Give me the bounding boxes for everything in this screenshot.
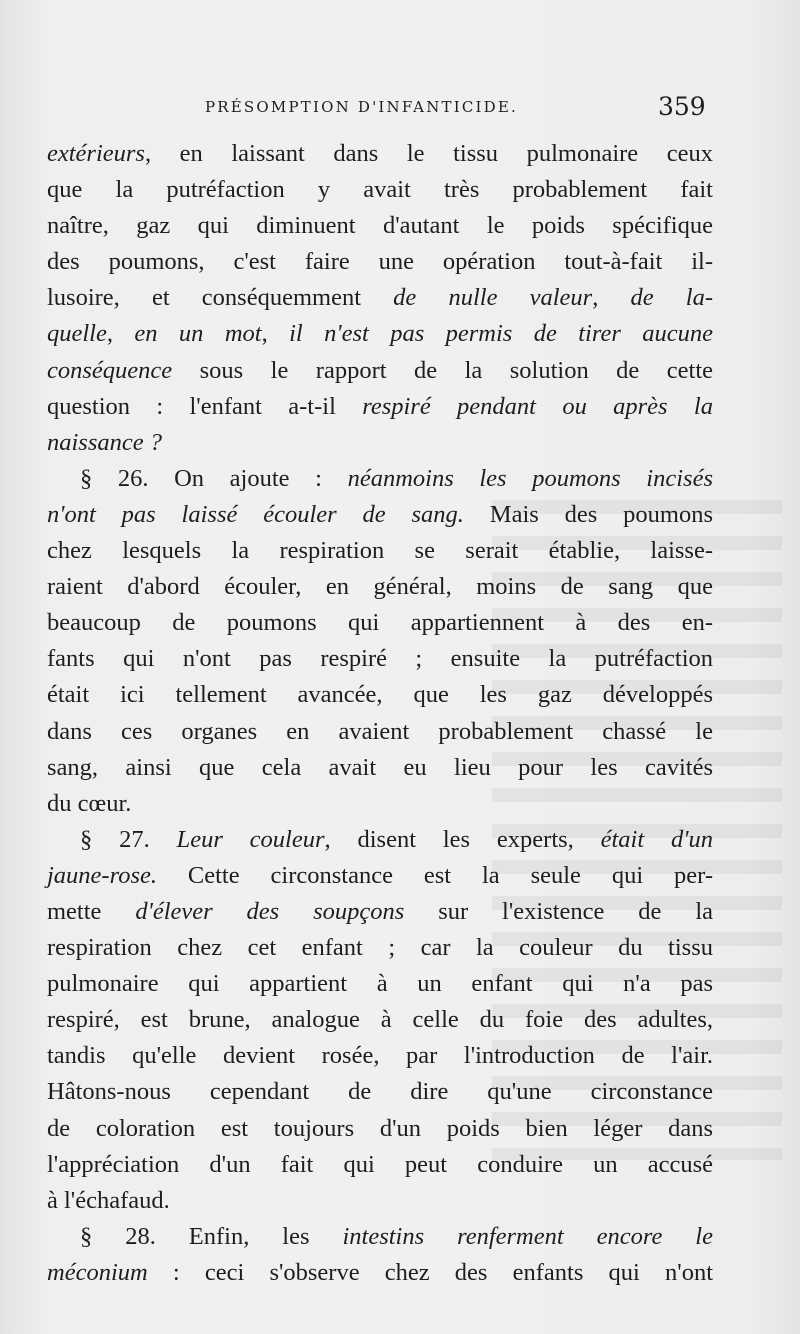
text-line: beaucoup de poumons qui appartiennent à des en- (47, 609, 713, 637)
text-line: chez lesquels la respiration se serait établie, laisse- (47, 537, 713, 565)
body-text (47, 136, 713, 1291)
text-line: était ici tellement avancée, que les gaz développés (47, 681, 713, 709)
text-line: respiration chez cet enfant ; car la couleur du tissu (47, 934, 713, 962)
text-line: du cœur. (47, 789, 132, 817)
text-line: fants qui n'ont pas respiré ; ensuite la putréfaction (47, 645, 713, 673)
page-header (0, 92, 800, 126)
text-line: naissance ? (47, 428, 162, 456)
text-line: des poumons, c'est faire une opération tout-à-fait il- (47, 248, 713, 276)
text-line: à l'échafaud. (47, 1186, 170, 1214)
text-line: quelle, en un mot, il n'est pas permis de tirer aucune (47, 320, 714, 348)
text-line: pulmonaire qui appartient à un enfant qui n'a pas (47, 970, 713, 998)
text-line: raient d'abord écouler, en général, moins de sang que (47, 573, 713, 601)
text-line: extérieurs, en laissant dans le tissu pulmonaire ceux (47, 140, 713, 167)
text-line: naître, gaz qui diminuent d'autant le poids spécifique (47, 212, 713, 240)
text-line: § 28. Enfin, les intestins renferment encore le (80, 1222, 713, 1250)
text-line: jaune-rose. Cette circonstance est la seule qui per- (47, 861, 713, 889)
text-line: tandis qu'elle devient rosée, par l'introduction de l'air. (47, 1042, 713, 1070)
text-line: § 26. On ajoute : néanmoins les poumons incisés (80, 464, 713, 492)
running-title: PRÉSOMPTION D'INFANTICIDE. (205, 98, 519, 116)
text-line: l'appréciation d'un fait qui peut conduire un accusé (47, 1150, 713, 1178)
page-number: 359 (658, 92, 706, 121)
text-line: conséquence sous le rapport de la solution de cette (47, 356, 713, 384)
text-line: de coloration est toujours d'un poids bien léger dans (47, 1114, 713, 1142)
text-line: que la putréfaction y avait très probablement fait (47, 176, 713, 204)
text-line: sang, ainsi que cela avait eu lieu pour les cavités (47, 753, 713, 781)
text-line: Hâtons-nous cependant de dire qu'une circonstance (47, 1078, 713, 1106)
text-line: dans ces organes en avaient probablement chassé le (47, 717, 713, 745)
text-line: n'ont pas laissé écouler de sang. Mais des poumons (47, 500, 714, 528)
text-line: mette d'élever des soupçons sur l'existence de la (47, 897, 714, 925)
text-line: lusoire, et conséquemment de nulle valeur, de la- (47, 284, 714, 312)
text-line: méconium : ceci s'observe chez des enfants qui n'ont (47, 1258, 713, 1286)
text-line: § 27. Leur couleur, disent les experts, était d'un (80, 825, 713, 853)
text-line: question : l'enfant a-t-il respiré pendant ou après la (47, 392, 713, 420)
text-line: respiré, est brune, analogue à celle du foie des adultes, (47, 1006, 713, 1034)
